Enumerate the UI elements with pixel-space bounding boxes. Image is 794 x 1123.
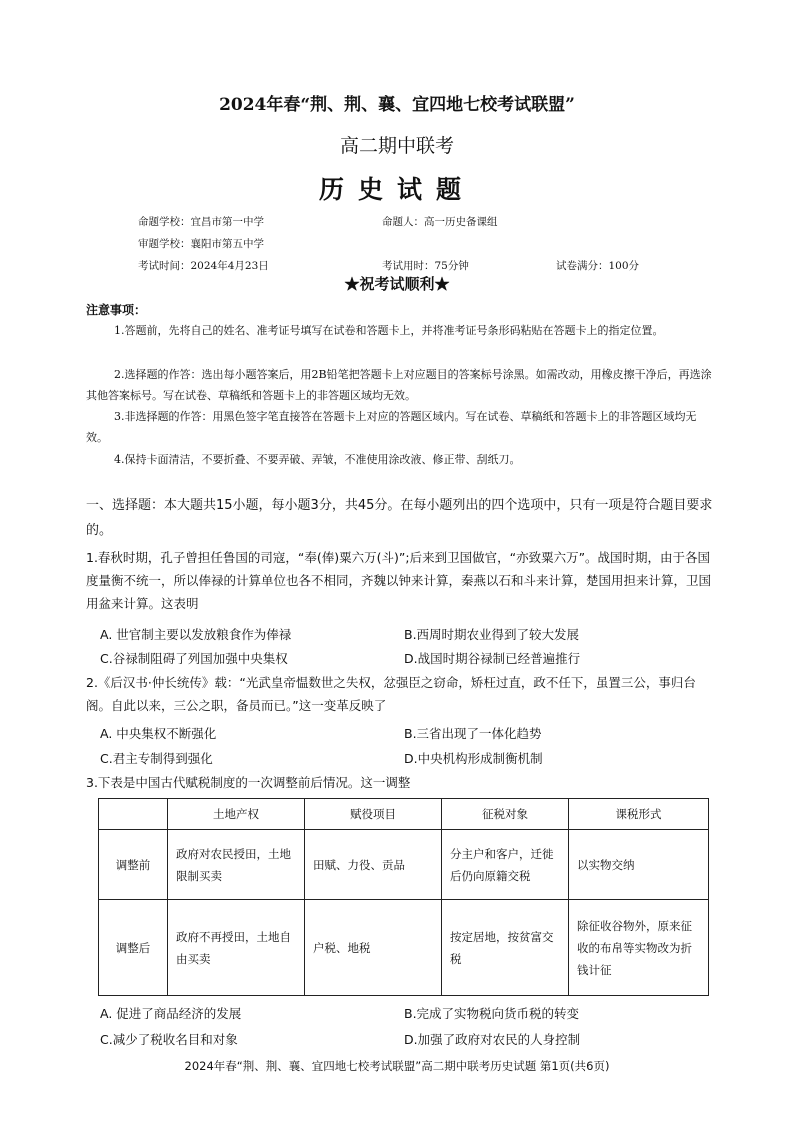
tax-reform-table bbox=[98, 798, 709, 996]
q3-option-c: C.减少了税收名目和对象 bbox=[100, 1032, 238, 1047]
table-header: 土地产权 bbox=[168, 799, 305, 830]
subject-title: 历史试题 bbox=[318, 175, 475, 204]
question-1-stem: 1.春秋时期，孔子曾担任鲁国的司寇，“奉(俸)粟六万(斗)”;后来到卫国做官，“亦致粟六万”。战国时期，由于各国度量衡不统一，所以俸禄的计算单位也各不相同，齐魏以钟来计算，秦燕以石和斗来计算，楚国用担来计算，卫国用盆来计算。这表明 bbox=[86, 550, 712, 611]
table-cell: 除征收谷物外，原来征收的布帛等实物改为折钱计征 bbox=[569, 900, 709, 996]
alliance-title: 2024年春“荆、荆、襄、宜四地七校考试联盟” bbox=[219, 95, 575, 115]
table-cell: 田赋、力役、贡品 bbox=[305, 830, 442, 900]
reviewer-school: 审题学校：襄阳市第五中学 bbox=[138, 238, 264, 250]
q2-option-b: B.三省出现了一体化趋势 bbox=[404, 726, 542, 741]
table-row bbox=[99, 830, 709, 900]
setter-school: 命题学校：宜昌市第一中学 bbox=[138, 216, 264, 228]
table-row bbox=[99, 900, 709, 996]
q2-option-d: D.中央机构形成制衡机制 bbox=[404, 751, 543, 766]
q2-option-a: A. 中央集权不断强化 bbox=[100, 726, 217, 741]
q2-option-c: C.君主专制得到强化 bbox=[100, 751, 213, 766]
table-cell: 以实物交纳 bbox=[569, 830, 709, 900]
table-cell: 调整后 bbox=[99, 900, 168, 996]
section-heading: 一、选择题：本大题共15小题，每小题3分，共45分。在每小题列出的四个选项中，只有一项是符合题目要求的。 bbox=[86, 498, 713, 538]
q1-option-b: B.西周时期农业得到了较大发展 bbox=[404, 627, 580, 642]
table-header: 征税对象 bbox=[442, 799, 569, 830]
slogan: ★祝考试顺利★ bbox=[344, 275, 450, 293]
table-cell: 户税、地税 bbox=[305, 900, 442, 996]
notes-heading: 注意事项： bbox=[86, 303, 147, 317]
note-item: 2.选择题的作答：选出每小题答案后，用2B铅笔把答题卡上对应题目的答案标号涂黑。如需改动，用橡皮擦干净后，再选涂其他答案标号。写在试卷、草稿纸和答题卡上的非答题区域均无效。 bbox=[86, 368, 712, 402]
table-cell: 政府对农民授田，土地限制买卖 bbox=[168, 830, 305, 900]
question-2-stem: 2.《后汉书·仲长统传》载：“光武皇帝愠数世之失权，忿强臣之窃命，矫枉过直，政不任下，虽置三公，事归台阁。自此以来，三公之职，备员而已。”这一变革反映了 bbox=[86, 675, 696, 713]
setter: 命题人：高一历史备课组 bbox=[382, 216, 498, 228]
q3-option-b: B.完成了实物税向货币税的转变 bbox=[404, 1006, 580, 1021]
question-3-stem: 3.下表是中国古代赋税制度的一次调整前后情况。这一调整 bbox=[86, 775, 411, 790]
q1-option-a: A. 世官制主要以发放粮食作为俸禄 bbox=[100, 627, 292, 642]
exam-duration: 考试用时：75分钟 bbox=[382, 260, 469, 272]
full-score: 试卷满分：100分 bbox=[556, 260, 640, 272]
q1-option-c: C.谷禄制阻碍了列国加强中央集权 bbox=[100, 651, 288, 666]
exam-date: 考试时间：2024年4月23日 bbox=[138, 260, 269, 272]
q3-option-a: A. 促进了商品经济的发展 bbox=[100, 1006, 242, 1021]
table-header: 课税形式 bbox=[569, 799, 709, 830]
note-item: 4.保持卡面清洁，不要折叠、不要弄破、弄皱，不准使用涂改液、修正带、刮纸刀。 bbox=[114, 453, 521, 466]
exam-name: 高二期中联考 bbox=[339, 135, 454, 157]
page-footer: 2024年春“荆、荆、襄、宜四地七校考试联盟”高二期中联考历史试题 第1页(共6页) bbox=[184, 1059, 610, 1073]
note-item: 1.答题前，先将自己的姓名、准考证号填写在试卷和答题卡上，并将准考证号条形码粘贴在答题卡上的指定位置。 bbox=[114, 324, 664, 337]
table-header bbox=[99, 799, 168, 830]
table-cell: 调整前 bbox=[99, 830, 168, 900]
table-header: 赋役项目 bbox=[305, 799, 442, 830]
note-item: 3.非选择题的作答：用黑色签字笔直接答在答题卡上对应的答题区域内。写在试卷、草稿纸和答题卡上的非答题区域均无效。 bbox=[86, 410, 697, 444]
table-cell: 政府不再授田，土地自由买卖 bbox=[168, 900, 305, 996]
table-cell: 分主户和客户，迁徙后仍向原籍交税 bbox=[442, 830, 569, 900]
table-cell: 按定居地，按贫富交税 bbox=[442, 900, 569, 996]
table-header-row bbox=[99, 799, 709, 830]
q1-option-d: D.战国时期谷禄制已经普遍推行 bbox=[404, 651, 581, 666]
q3-option-d: D.加强了政府对农民的人身控制 bbox=[404, 1032, 581, 1047]
